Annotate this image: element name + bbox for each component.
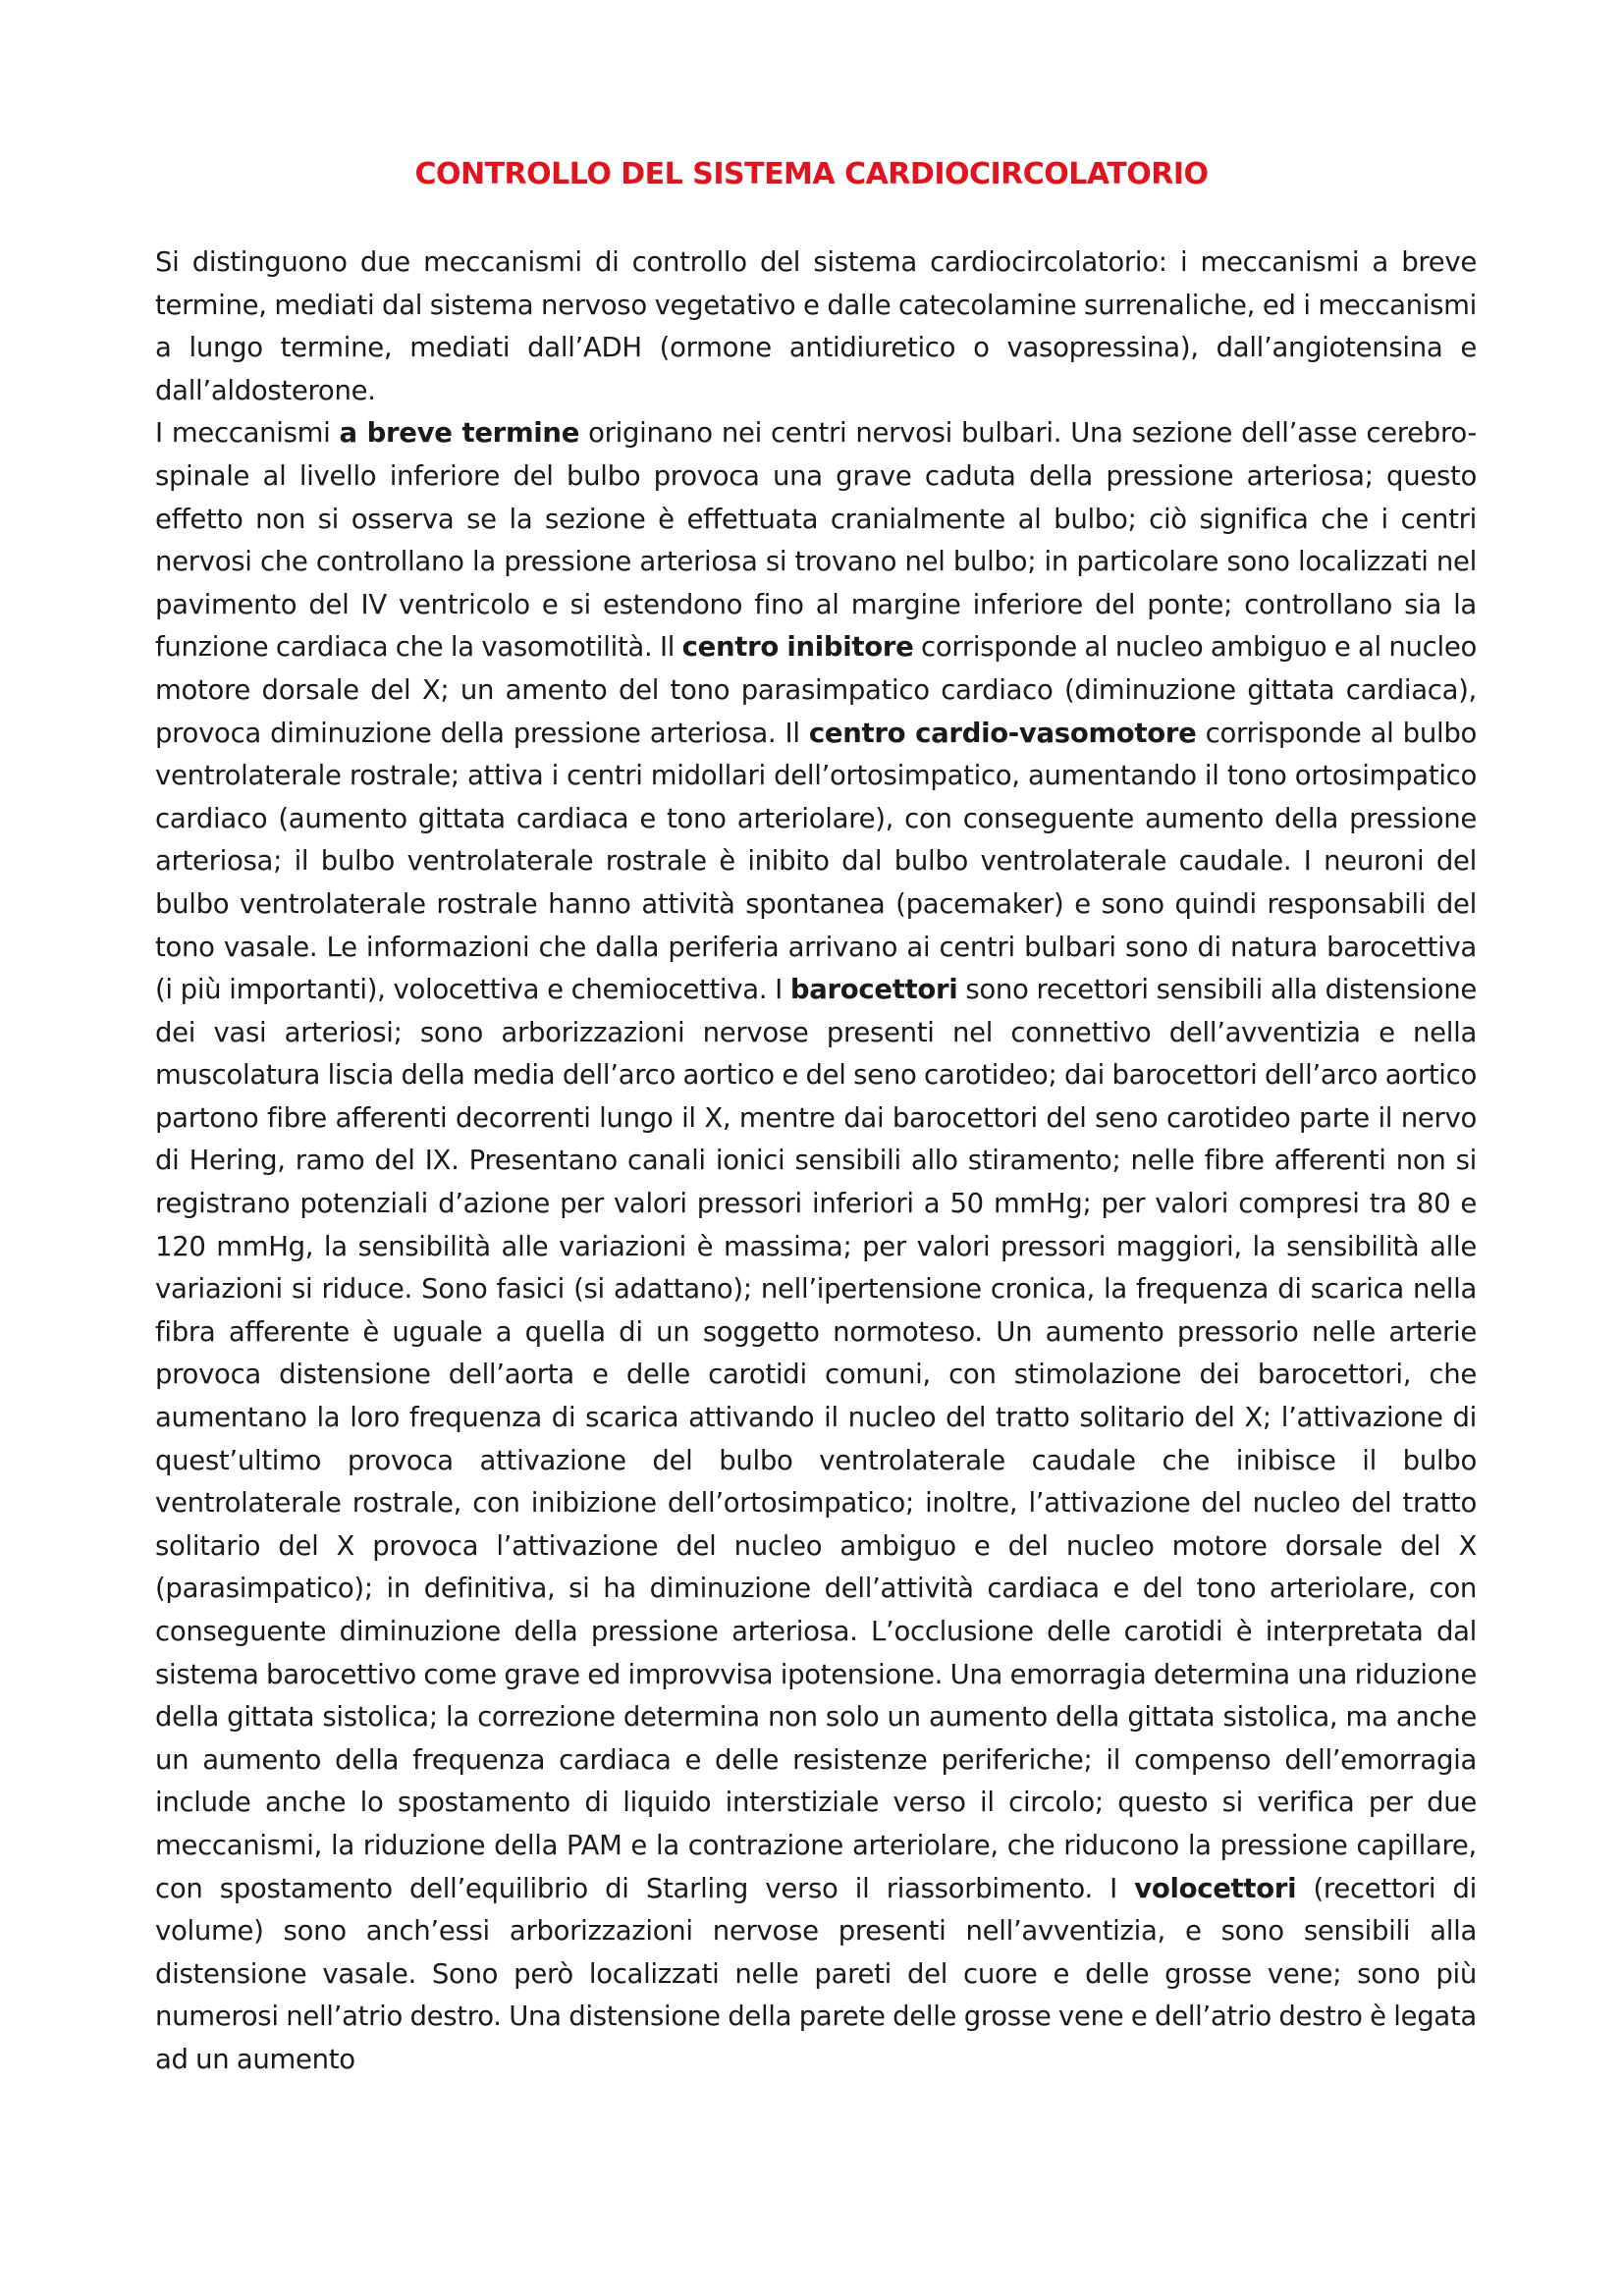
text-segment: corrisponde al nucleo ambiguo e al nucleo motore dorsale del X; un amento del tono parasimpatico cardiaco (diminuzione gittata cardiaca), provoca diminuzione della pressione arteriosa. Il: [155, 631, 1477, 749]
term-centro-inibitore: centro inibitore: [681, 631, 914, 664]
text-segment: I meccanismi: [155, 417, 340, 450]
text-segment: sono recettori sensibili alla distensione dei vasi arteriosi; sono arborizzazioni nervose presenti nel connettivo dell’avventizia e nella muscolatura liscia della media dell’arco aortico e del seno carotideo; dai barocettori dell’arco aortico partono fibre afferenti decorrenti lungo il X, mentre dai barocettori del seno carotideo parte il nervo di Hering, ramo del IX. Presentano canali ionici sensibili allo stiramento; nelle fibre afferenti non si registrano potenziali d’azione per valori pressori inferiori a 50 mmHg; per valori compresi tra 80 e 120 mmHg, la sensibilità alle variazioni è massima; per valori pressori maggiori, la sensibilità alle variazioni si riduce. Sono fasici (si adattano); nell’ipertensione cronica, la frequenza di scarica nella fibra afferente è uguale a quella di un soggetto normoteso. Un aumento pressorio nelle arterie provoca distensione dell’aorta e delle carotidi comuni, con stimolazione dei barocettori, che aumentano la loro frequenza di scarica attivando il nucleo del tratto solitario del X; l’attivazione di quest’ultimo provoca attivazione del bulbo ventrolaterale caudale che inibisce il bulbo ventrolaterale rostrale, con inibizione dell’ortosimpatico; inoltre, l’attivazione del nucleo del tratto solitario del X provoca l’attivazione del nucleo ambiguo e del nucleo motore dorsale del X (parasimpatico); in definitiva, si ha diminuzione dell’attività cardiaca e del tono arteriolare, con conseguente diminuzione della pressione arteriosa. L’occlusione delle carotidi è interpretata dal sistema barocettivo come grave ed improvvisa ipotensione. Una emorragia determina una riduzione della gittata sistolica; la correzione determina non solo un aumento della gittata sistolica, ma anche un aumento della frequenza cardiaca e delle resistenze periferiche; il compenso dell’emorragia include anche lo spostamento di liquido interstiziale verso il circolo; questo si verifica per due meccanismi, la riduzione della PAM e la contrazione arteriolare, che riducono la pressione capillare, con spostamento dell’equilibrio di Starling verso il riassorbimento. I: [155, 974, 1477, 1904]
text-segment: originano nei centri nervosi bulbari. Una sezione dell’asse cerebro-spinale al livello inferiore del bulbo provoca una grave caduta della pressione arteriosa; questo effetto non si osserva se la sezione è effettuata cranialmente al bulbo; ciò significa che i centri nervosi che controllano la pressione arteriosa si trovano nel bulbo; in particolare sono localizzati nel pavimento del IV ventricolo e si estendono fino al margine inferiore del ponte; controllano sia la funzione cardiaca che la vasomotilità. Il: [155, 417, 1478, 664]
text-segment: corrisponde al bulbo ventrolaterale rostrale; attiva i centri midollari dell’ortosimpatico, aumentando il tono ortosimpatico cardiaco (aumento gittata cardiaca e tono arteriolare), con conseguente aumento della pressione arteriosa; il bulbo ventrolaterale rostrale è inibito dal bulbo ventrolaterale caudale. I neuroni del bulbo ventrolaterale rostrale hanno attività spontanea (pacemaker) e sono quindi responsabili del tono vasale. Le informazioni che dalla periferia arrivano ai centri bulbari sono di natura barocettiva (i più importanti), volocettiva e chemiocettiva. I: [155, 717, 1477, 1006]
term-centro-cardio-vasomotore: centro cardio-vasomotore: [808, 717, 1197, 749]
paragraph-main: [155, 412, 1477, 2081]
term-barocettori: barocettori: [789, 974, 958, 1006]
paragraph-intro: Si distinguono due meccanismi di controllo del sistema cardiocircolatorio: i meccanismi a breve termine, mediati dal sistema nervoso vegetativo e dalle catecolamine surrenaliche, ed i meccanismi a lungo termine, mediati dall’ADH (ormone antidiuretico o vasopressina), dall’angiotensina e dall’aldosterone.: [155, 246, 1477, 406]
page-title: CONTROLLO DEL SISTEMA CARDIOCIRCOLATORIO: [414, 157, 1209, 191]
text-segment: (recettori di volume) sono anch’essi arborizzazioni nervose presenti nell’avventizia, e sono sensibili alla distensione vasale. Sono però localizzati nelle pareti del cuore e delle grosse vene; sono più numerosi nell’atrio destro. Una distensione della parete delle grosse vene e dell’atrio destro è legata ad un aumento: [155, 1872, 1477, 2075]
term-volocettori: volocettori: [1134, 1872, 1297, 1904]
term-breve-termine: a breve termine: [339, 417, 580, 450]
body-text: [155, 241, 1477, 2082]
